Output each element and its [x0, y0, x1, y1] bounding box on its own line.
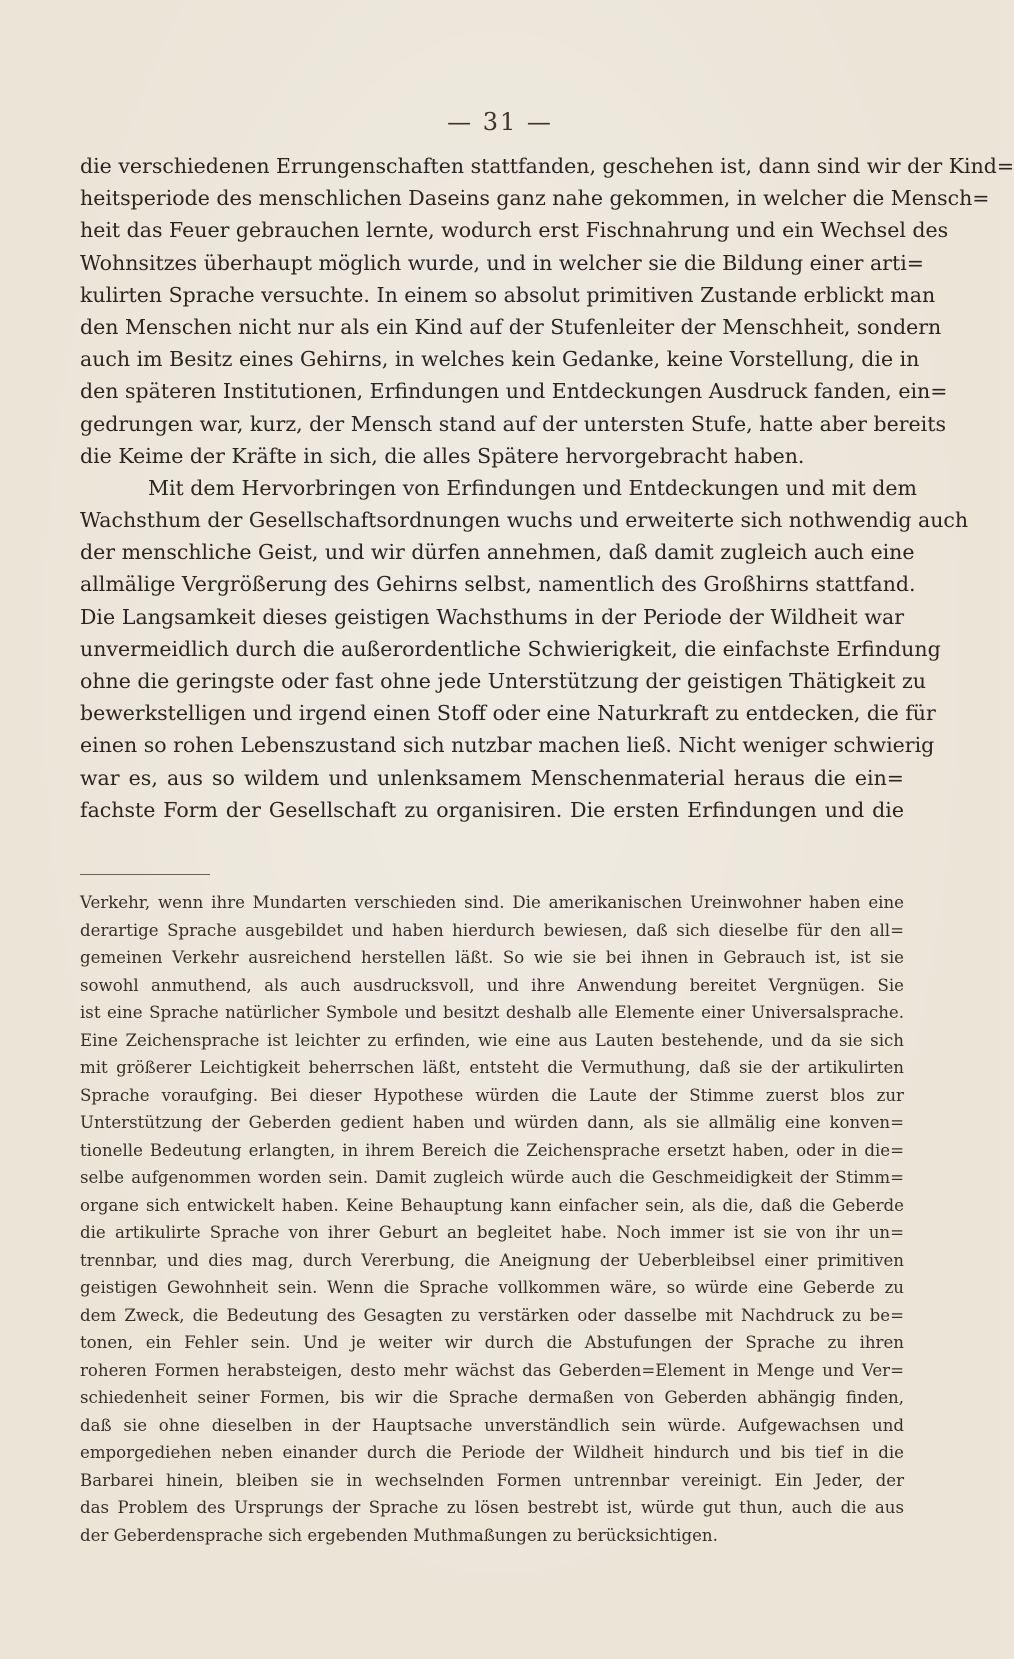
text-line: der menschliche Geist, und wir dürfen annehmen, daß damit zugleich auch eine: [80, 540, 915, 565]
footnote-line: schiedenheit seiner Formen, bis wir die Sprache dermaßen von Geberden abhängig finden,: [80, 1388, 904, 1407]
text-line: heit das Feuer gebrauchen lernte, wodurch erst Fischnahrung und ein Wechsel des: [80, 218, 949, 243]
footnote-line: geistigen Gewohnheit sein. Wenn die Sprache vollkommen wäre, so würde eine Geberde zu: [80, 1278, 904, 1297]
footnote-line: trennbar, und dies mag, durch Vererbung, die Aneignung der Ueberbleibsel einer primitiven: [80, 1250, 904, 1270]
footnote-line: roheren Formen herabsteigen, desto mehr wächst das Geberden=Element in Menge und Ver=: [80, 1360, 904, 1380]
text-line: war es, aus so wildem und unlenksamem Menschenmaterial heraus die ein=: [80, 765, 904, 790]
page-number: — 31 —: [447, 108, 553, 136]
text-line: auch im Besitz eines Gehirns, in welches kein Gedanke, keine Vorstellung, die in: [80, 347, 920, 372]
text-line: Wohnsitzes überhaupt möglich wurde, und in welcher sie die Bildung einer arti=: [80, 250, 924, 275]
footnote-divider: [80, 874, 210, 875]
footnote-line: das Problem des Ursprungs der Sprache zu lösen bestrebt ist, würde gut thun, auch die aus: [80, 1498, 904, 1517]
text-line: den Menschen nicht nur als ein Kind auf der Stufenleiter der Menschheit, sondern: [80, 314, 942, 339]
footnote-body: [80, 889, 904, 1549]
footnote-line: tonen, ein Fehler sein. Und je weiter wir durch die Abstufungen der Sprache zu ihren: [80, 1333, 904, 1352]
text-line: die Keime der Kräfte in sich, die alles Spätere hervorgebracht haben.: [80, 443, 805, 468]
footnote-line: sowohl anmuthend, als auch ausdrucksvoll, und ihre Anwendung bereitet Vergnügen. Sie: [80, 975, 904, 995]
text-line: allmälige Vergrößerung des Gehirns selbst, namentlich des Großhirns stattfand.: [80, 572, 916, 597]
footnote-line: Barbarei hinein, bleiben sie in wechselnden Formen untrennbar vereinigt. Ein Jeder, der: [80, 1470, 904, 1490]
footnote-line: ist eine Sprache natürlicher Symbole und besitzt deshalb alle Elemente einer Universalsprache.: [80, 1003, 904, 1022]
text-line: kulirten Sprache versuchte. In einem so absolut primitiven Zustande erblickt man: [80, 282, 936, 307]
footnote-line: emporgediehen neben einander durch die Periode der Wildheit hindurch und bis tief in die: [80, 1443, 904, 1462]
footnote-line: Eine Zeichensprache ist leichter zu erfinden, wie eine aus Lauten bestehende, und da sie sich: [80, 1030, 904, 1050]
footnote-line: Unterstützung der Geberden gedient haben und würden dann, als sie allmälig eine konven=: [80, 1113, 904, 1132]
footnote-line: derartige Sprache ausgebildet und haben hierdurch bewiesen, daß sich dieselbe für den all=: [80, 920, 904, 940]
footnote-line: dem Zweck, die Bedeutung des Gesagten zu verstärken oder dasselbe mit Nachdruck zu be=: [80, 1305, 904, 1325]
text-line: fachste Form der Gesellschaft zu organisiren. Die ersten Erfindungen und die: [80, 797, 904, 822]
footnote-line: Sprache voraufging. Bei dieser Hypothese würden die Laute der Stimme zuerst blos zur: [80, 1085, 904, 1105]
text-line: Die Langsamkeit dieses geistigen Wachsthums in der Periode der Wildheit war: [80, 604, 904, 629]
footnote-line: gemeinen Verkehr ausreichend herstellen läßt. So wie sie bei ihnen in Gebrauch ist, ist sie: [80, 948, 904, 967]
main-text-body: [80, 150, 1014, 826]
text-line: den späteren Institutionen, Erfindungen und Entdeckungen Ausdruck fanden, ein=: [80, 379, 948, 404]
footnote-line: mit größerer Leichtigkeit beherrschen läßt, entsteht die Vermuthung, daß sie der artikulirten: [80, 1058, 904, 1077]
text-line: einen so rohen Lebenszustand sich nutzbar machen ließ. Nicht weniger schwierig: [80, 733, 935, 758]
text-line: unvermeidlich durch die außerordentliche Schwierigkeit, die einfachste Erfindung: [80, 636, 941, 661]
footnote-line: der Geberdensprache sich ergebenden Muthmaßungen zu berücksichtigen.: [80, 1525, 718, 1545]
footnote-line: organe sich entwickelt haben. Keine Behauptung kann einfacher sein, als die, daß die Geberde: [80, 1195, 904, 1215]
text-line: gedrungen war, kurz, der Mensch stand auf der untersten Stufe, hatte aber bereits: [80, 411, 946, 436]
footnote-line: Verkehr, wenn ihre Mundarten verschieden sind. Die amerikanischen Ureinwohner haben eine: [80, 893, 904, 912]
text-line: Wachsthum der Gesellschaftsordnungen wuchs und erweiterte sich nothwendig auch: [80, 508, 969, 533]
text-line: heitsperiode des menschlichen Daseins ganz nahe gekommen, in welcher die Mensch=: [80, 186, 990, 211]
text-line: ohne die geringste oder fast ohne jede Unterstützung der geistigen Thätigkeit zu: [80, 669, 926, 693]
text-line: die verschiedenen Errungenschaften stattfanden, geschehen ist, dann sind wir der Kind=: [80, 154, 1014, 178]
paragraph-start-line: Mit dem Hervorbringen von Erfindungen und Entdeckungen und mit dem: [148, 475, 917, 500]
footnote-line: daß sie ohne dieselben in der Hauptsache unverständlich sein würde. Aufgewachsen und: [80, 1415, 904, 1435]
footnote-line: die artikulirte Sprache von ihrer Geburt an begleitet habe. Noch immer ist sie von ihr un=: [80, 1223, 904, 1242]
text-line: bewerkstelligen und irgend einen Stoff oder eine Naturkraft zu entdecken, die für: [80, 701, 936, 726]
footnote-line: tionelle Bedeutung erlangten, in ihrem Bereich die Zeichensprache ersetzt haben, oder in die=: [80, 1140, 904, 1160]
footnote-line: selbe aufgenommen worden sein. Damit zugleich würde auch die Geschmeidigkeit der Stimm=: [80, 1168, 904, 1187]
